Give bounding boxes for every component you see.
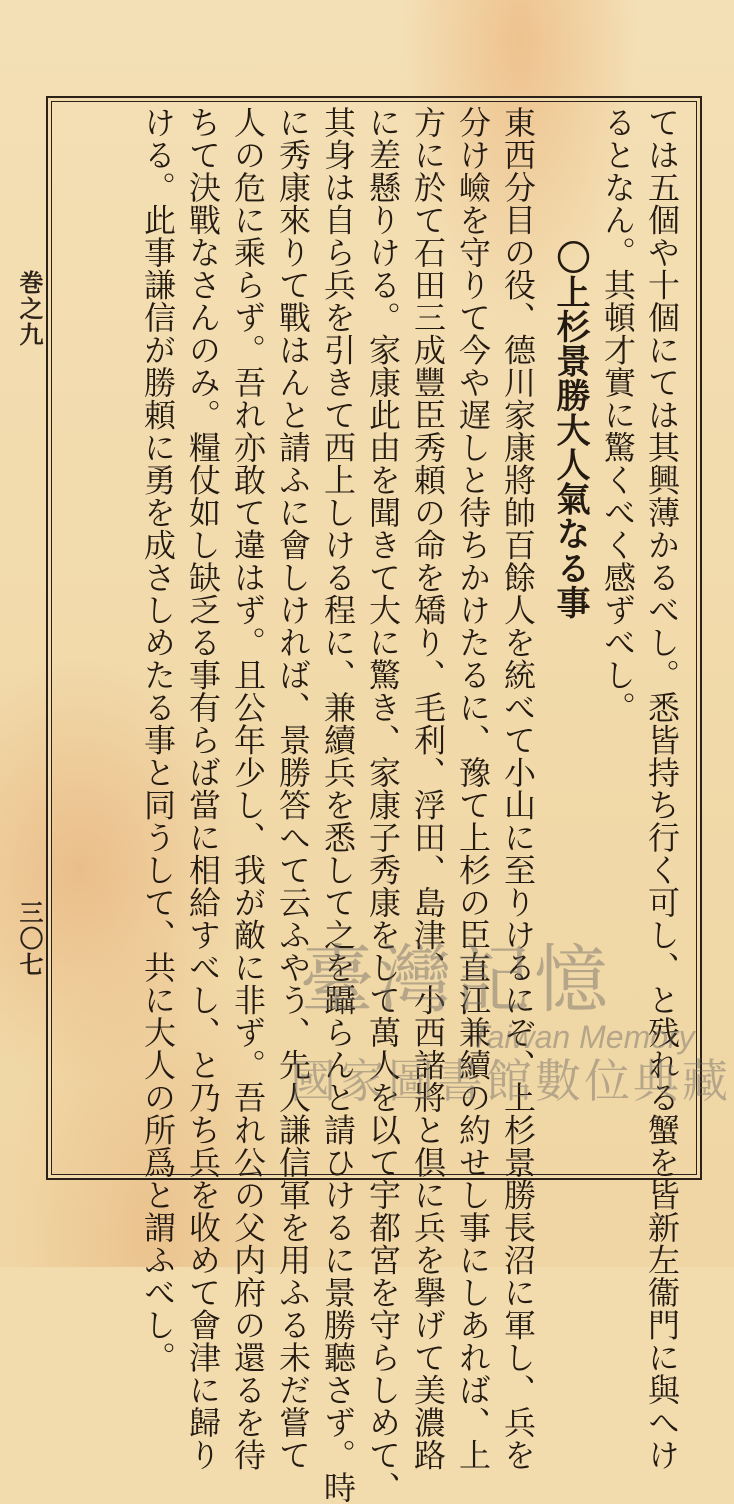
text-column-2: るとなん。其頓才實に驚くべく感ずべし。: [599, 106, 637, 724]
volume-label: 巻之九: [15, 270, 44, 348]
page-number: 三〇七: [15, 900, 44, 978]
text-column-7: 其身は自ら兵を引きて西上しける程に、兼續兵を悉して之を躡らんと請ひけるに景勝聽さず。時: [319, 106, 357, 1504]
text-column-4: 分け嶮を守りて今や遅しと待ちかけたるに、豫て上杉の臣直江兼續の約せし事にしあれば、上: [454, 106, 492, 1471]
text-column-1: ては五個や十個にては其興薄かるべし。悉皆持ち行く可し、と残れる蟹を皆新左衞門に與へけ: [643, 106, 681, 1471]
watermark-title: 臺灣記憶: [300, 937, 612, 1023]
text-column-3: 東西分目の役、德川家康將帥百餘人を統べて小山に至りけるにぞ、上杉景勝長沼に軍し、兵を: [499, 106, 537, 1471]
text-column-10: ちて決戰なさんのみ。糧仗如し缺乏る事有らば當に相給すべし、と乃ち兵を收めて會津に歸り: [184, 106, 222, 1471]
text-column-9: 人の危に乘らず。吾れ亦敢て違はず。且公年少し、我が敵に非ず。吾れ公の父内府の還るを待: [229, 106, 267, 1471]
text-column-5: 方に於て石田三成豐臣秀頼の命を矯り、毛利、浮田、島津、小西諸將と倶に兵を擧げて美濃路: [409, 106, 447, 1471]
watermark: [290, 937, 731, 1108]
text-column-6: に差懸りける。家康此由を聞きて大に驚き、家康子秀康をして萬人を以て宇都宮を守らしめて、: [364, 106, 402, 1504]
text-column-11: ける。此事謙信が勝頼に勇を成さしめたる事と同うして、共に大人の所爲と謂ふべし。: [139, 106, 177, 1374]
watermark-subtitle: 國家圖書館數位典藏: [290, 1054, 731, 1108]
watermark-english: Taiwan Memory: [470, 1019, 695, 1055]
text-column-8: に秀康來りて戰はんと請ふに會しければ、景勝答へて云ふやう、先人謙信軍を用ふる未だ嘗て: [274, 106, 312, 1471]
section-heading: 〇上杉景勝大人氣なる事: [550, 240, 590, 620]
